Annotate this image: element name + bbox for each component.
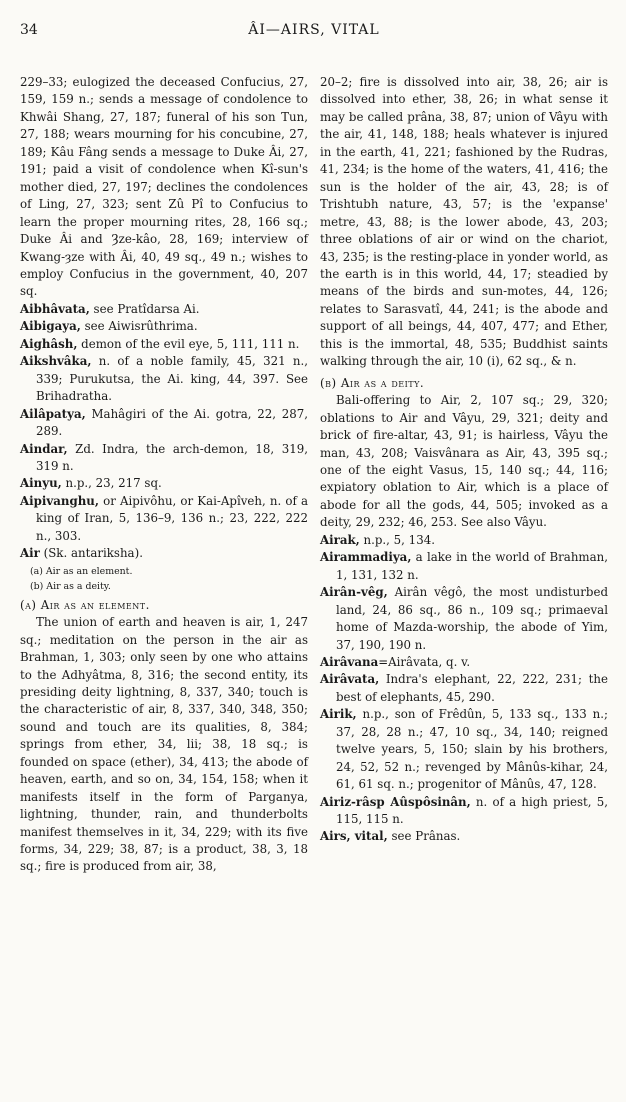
continued-entry: 229–33; eulogized the deceased Confucius, 27, 159, 159 n.; sends a message of condolence to Khwâi Shang, 27, 187; funeral of his son Tun, 27, 188; wears mourning for his concubine, 27, 189; Kâu Fâng sends a message to Duke Âi, 27, 191; paid a visit of condolence when Kî-sun's mother died, 27, 197; declines the condolences of Ling, 27, 323; sent Zû Pî to Confucius to learn the proper mourning rites, 28, 166 sq.; Duke Âi and Ȝze-kâo, 28, 169; interview of Kwang-ȝze with Âi, 40, 49 sq., 49 n.; wishes to employ Confucius in the government, 40, 207 sq. bbox=[20, 75, 308, 299]
headword: Aibhâvata, bbox=[20, 301, 90, 316]
headword: Aibigaya, bbox=[20, 319, 81, 334]
entry-text: see Prânas. bbox=[387, 829, 461, 844]
entry-text: Zd. Indra, the arch-demon, 18, 319, 319 n. bbox=[36, 441, 308, 473]
entry-text: a lake in the world of Brahman, 1, 131, 132 n. bbox=[336, 550, 608, 582]
continued-entry: 20–2; fire is dissolved into air, 38, 26; air is dissolved into ether, 38, 26; in what sense it may be called prâna, 38, 87; union of Vâyu with the air, 41, 148, 188; heals whatever is injured in the earth, 41, 221; fashioned by the Rudras, 41, 234; is the home of the waters, 41, 416; the sun is the holder of the air, 43, 28; is of Trishtubh nature, 43, 57; is the 'expanse' metre, 43, 88; is the lower abode, 43, 203; three oblations of air or wind on the chariot, 43, 235; is the resting-place in yonder world, as the earth is in this world, 44, 17; steadied by means of the birds and sun-motes, 44, 126; relates to Sarasvatî, 44, 241; is the abode and support of all beings, 44, 407, 477; and Ether, this is the immortal, 48, 535; Buddhist saints walking through the air, 10 (i), 62 sq., & n. bbox=[320, 75, 608, 369]
index-entry bbox=[320, 828, 608, 845]
headword: Aighâsh, bbox=[20, 336, 78, 351]
index-entry bbox=[20, 493, 308, 545]
index-entry bbox=[320, 584, 608, 654]
headword: Airâvana bbox=[320, 654, 379, 669]
index-entry bbox=[20, 318, 308, 335]
subdivision-list-item: (b) Air as a deity. bbox=[30, 580, 111, 592]
entry-text: n. of a high priest, 5, 115, 115 n. bbox=[336, 794, 608, 827]
headword: Airammadiya, bbox=[320, 550, 412, 565]
index-columns bbox=[20, 74, 608, 876]
index-entry bbox=[320, 549, 608, 584]
entry-text: n.p., 5, 134. bbox=[359, 532, 435, 547]
index-entry bbox=[20, 301, 308, 318]
headword: Aipivanghu, bbox=[20, 493, 99, 508]
headword: Ailâpatya, bbox=[20, 406, 86, 421]
headword: Airân-vêg, bbox=[320, 585, 388, 600]
index-entry bbox=[320, 532, 608, 549]
index-entry bbox=[320, 671, 608, 706]
headword: Aindar, bbox=[20, 441, 68, 456]
section-heading: (b) Air as a deity. bbox=[320, 375, 425, 390]
headword: Ainyu, bbox=[20, 476, 62, 491]
entry-text: Airân vêgô, the most undisturbed land, 24, 86 sq., 86 n., 109 sq.; primaeval home of Mazda-worship, the abode of Yim, 37, 190, 190 n. bbox=[336, 585, 608, 652]
left-column bbox=[20, 74, 308, 876]
section-text: The union of earth and heaven is air, 1, 247 sq.; meditation on the person in the air as Brahman, 1, 303; only seen by one who attains to the Adhyâtma, 8, 316; the second entity, its presiding deity lightning, 8, 337, 340; touch is the characteristic of air, 8, 337, 340, 348, 350; sound and touch are its qualities, 8, 384; springs from ether, 34, lii; 38, 18 sq.; is founded on space (ether), 34, 413; the abode of heaven, earth, and so on, 34, 154, 158; when it manifests itself in the form of Parganya, lightning, thunder, rain, and thunderbolts manifest themselves in it, 34, 229; with its five forms, 34, 229; 38, 87; is a product, 38, 3, 18 sq.; fire is produced from air, 38, bbox=[20, 615, 308, 874]
page-number: 34 bbox=[20, 22, 38, 38]
index-entry bbox=[320, 794, 608, 829]
headword: Airik, bbox=[320, 707, 357, 722]
entry-text: =Airâvata, q. v. bbox=[378, 654, 471, 669]
index-entry bbox=[20, 475, 308, 492]
index-entry bbox=[20, 441, 308, 476]
entry-text: demon of the evil eye, 5, 111, 111 n. bbox=[77, 336, 300, 351]
index-entry bbox=[20, 545, 308, 562]
entry-text: n.p., son of Frêdûn, 5, 133 sq., 133 n.; 37, 28, 28 n.; 47, 10 sq., 34, 140; reigned twelve years, 5, 150; slain by his brothers, 24, 52, 52 n.; revenged by Mânûs-kihar, 24, 61, 61 sq. n.; progenitor of Mânûs, 47, 128. bbox=[336, 707, 608, 792]
headword: Airâvata, bbox=[320, 672, 380, 687]
headword: Airiz-râsp Aûspôsinân, bbox=[320, 794, 471, 809]
entry-text: n.p., 23, 217 sq. bbox=[61, 476, 162, 491]
page-header bbox=[20, 20, 608, 46]
headword: Airak, bbox=[320, 532, 360, 547]
right-column bbox=[320, 74, 608, 876]
entry-text: see Pratîdarsa Ai. bbox=[89, 301, 200, 316]
section-heading: (a) Air as an element. bbox=[20, 597, 150, 612]
index-entry bbox=[20, 336, 308, 353]
entry-text: n. of a noble family, 45, 321 n., 339; Purukutsa, the Ai. king, 44, 397. See Brihadratha. bbox=[36, 354, 308, 404]
entry-text: (Sk. antariksha). bbox=[39, 546, 143, 561]
subdivision-list-item: (a) Air as an element. bbox=[30, 565, 133, 577]
entry-text: or Aipivôhu, or Kai-Apîveh, n. of a king of Iran, 5, 136–9, 136 n.; 23, 222, 222 n., 303. bbox=[36, 493, 308, 543]
index-entry bbox=[20, 353, 308, 405]
headword: Airs, vital, bbox=[320, 829, 388, 844]
headword: Air bbox=[20, 546, 40, 561]
running-head: ÂI—AIRS, VITAL bbox=[248, 22, 380, 38]
headword: Aikshvâka, bbox=[20, 354, 92, 369]
entry-text: Mahâgiri of the Ai. gotra, 22, 287, 289. bbox=[36, 406, 308, 439]
section-text: Bali-offering to Air, 2, 107 sq.; 29, 320; oblations to Air and Vâyu, 29, 321; deity and brick of fire-altar, 43, 91; is hairless, Vâyu the man, 43, 208; Vaisvânara as Air, 43, 395 sq.; one of the eight Vasus, 15, 140 sq.; 44, 116; expiatory oblation to Air, which is a place of abode for all the gods, 44, 505; invoked as a deity, 29, 232; 46, 253. See also Vâyu. bbox=[320, 393, 608, 530]
index-entry bbox=[320, 654, 608, 671]
index-entry bbox=[20, 406, 308, 441]
entry-text: see Aiwisrûthrima. bbox=[80, 319, 198, 334]
entry-text: Indra's elephant, 22, 222, 231; the best of elephants, 45, 290. bbox=[336, 672, 608, 704]
index-entry bbox=[320, 706, 608, 793]
